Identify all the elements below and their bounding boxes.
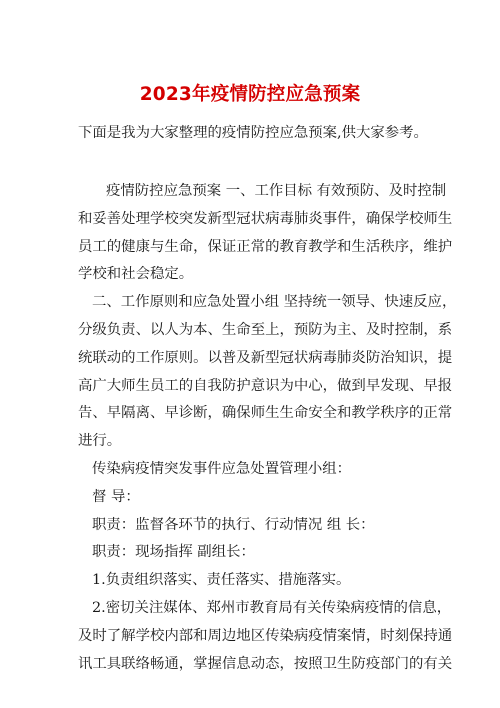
body-line: 职责：现场指挥 副组长： bbox=[92, 544, 255, 561]
body-line: 督 导： bbox=[92, 488, 140, 505]
intro-paragraph: 下面是我为大家整理的疫情防控应急预案,供大家参考。 bbox=[78, 125, 428, 141]
body-line: 讯工具联络畅通，掌握信息动态，按照卫生防疫部门的有关 bbox=[78, 655, 453, 672]
body-line: 和妥善处理学校突发新型冠状病毒肺炎事件，确保学校师生 bbox=[78, 210, 453, 227]
body-line: 1.负责组织落实、责任落实、措施落实。 bbox=[92, 572, 351, 589]
document-title: 2023年疫情防控应急预案 bbox=[139, 84, 361, 105]
body-line: 及时了解学校内部和周边地区传染病疫情案情，时刻保持通 bbox=[78, 627, 453, 644]
body-line: 员工的健康与生命，保证正常的教育教学和生活秩序，维护 bbox=[78, 238, 453, 255]
body-line: 疫情防控应急预案 一、工作目标 有效预防、及时控制 bbox=[106, 183, 447, 199]
body-line: 告、早隔离、早诊断，确保师生生命安全和教学秩序的正常 bbox=[78, 405, 453, 422]
body-line: 分级负责、以人为本、生命至上，预防为主、及时控制，系 bbox=[78, 321, 453, 338]
body-line: 2.密切关注媒体、郑州市教育局有关传染病疫情的信息， bbox=[92, 599, 452, 616]
document-body bbox=[78, 178, 457, 678]
body-line: 传染病疫情突发事件应急处置管理小组： bbox=[92, 460, 352, 477]
body-line: 二、工作原则和应急处置小组 坚持统一领导、快速反应， bbox=[92, 294, 457, 311]
body-line: 进行。 bbox=[78, 433, 122, 450]
body-line: 学校和社会稳定。 bbox=[78, 266, 194, 283]
body-line: 高广大师生员工的自我防护意识为中心，做到早发现、早报 bbox=[78, 377, 453, 394]
body-line: 统联动的工作原则。以普及新型冠状病毒肺炎防治知识，提 bbox=[78, 349, 453, 366]
body-line: 职责：监督各环节的执行、行动情况 组 长： bbox=[92, 516, 375, 533]
